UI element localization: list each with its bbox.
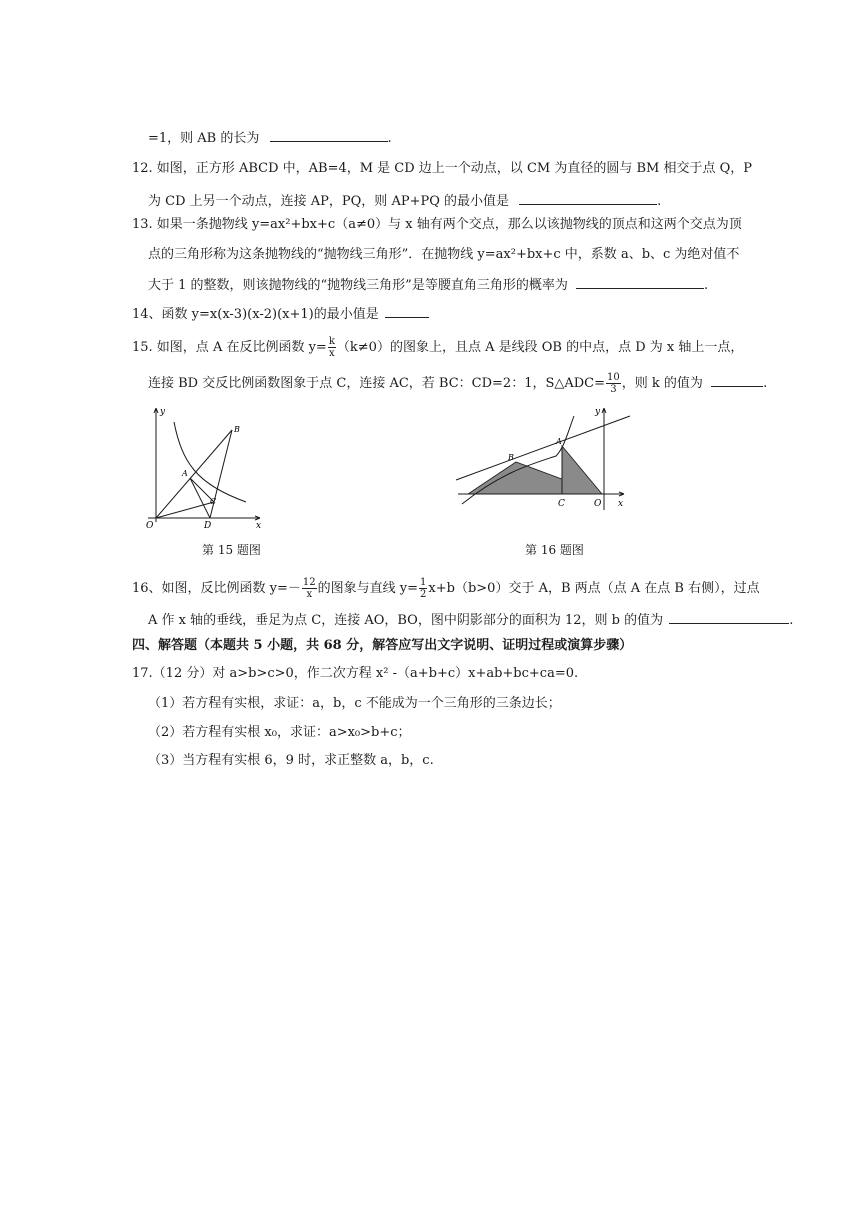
fraction-numerator: 10 bbox=[607, 372, 620, 383]
fig15-label-O: O bbox=[146, 521, 154, 530]
figure-15 bbox=[138, 402, 266, 530]
q16-line1 bbox=[132, 577, 760, 600]
q15-line2-a: 连接 BD 交反比例函数图象于点 C，连接 AC，若 BC：CD=2：1，S△ADC= bbox=[148, 376, 606, 391]
q16-end: . bbox=[789, 613, 794, 628]
q12-line2-text: 为 CD 上另一个动点，连接 AP，PQ，则 AP+PQ 的最小值是 bbox=[148, 194, 510, 209]
q12-line2 bbox=[148, 191, 661, 211]
q13-end: . bbox=[703, 278, 709, 293]
q15-line1 bbox=[132, 336, 743, 359]
q17-part2: （2）若方程有实根 x₀，求证：a>x₀>b+c； bbox=[148, 725, 411, 740]
q15-area-fraction bbox=[606, 372, 621, 395]
q16-12-over-x-fraction bbox=[302, 577, 317, 600]
q15-answer-blank[interactable] bbox=[711, 373, 763, 387]
fig15-segment-OC bbox=[156, 502, 214, 518]
fig15-segment-AD bbox=[190, 478, 210, 518]
fig15-label-x: x bbox=[256, 521, 262, 530]
q13-line3-text: 大于 1 的整数，则该抛物线的“抛物线三角形”是等腰直角三角形的概率为 bbox=[148, 278, 568, 293]
section-4-title: 四、解答题（本题共 5 小题，共 68 分，解答应写出文字说明、证明过程或演算步骤） bbox=[132, 638, 633, 653]
q13-line1: 13. 如果一条抛物线 y=ax²+bx+c（a≠0）与 x 轴有两个交点，那么以该抛物线的顶点和这两个交点为顶 bbox=[132, 217, 742, 232]
q12-end: . bbox=[657, 194, 662, 209]
q16-line2 bbox=[148, 610, 793, 630]
q15-k-over-x-fraction bbox=[328, 336, 336, 359]
q16-line2-text: A 作 x 轴的垂线，垂足为点 C，连接 AO，BO，图中阴影部分的面积为 12，则 b 的值为 bbox=[148, 613, 664, 628]
q16-answer-blank[interactable] bbox=[669, 610, 789, 624]
fraction-numerator: 1 bbox=[420, 577, 427, 588]
q13-line2: 点的三角形称为这条抛物线的“抛物线三角形”．在抛物线 y=ax²+bx+c 中，系数 a、b、c 为绝对值不 bbox=[148, 247, 740, 262]
q15-line1-b: （k≠0）的图象上，且点 A 是线段 OB 的中点，点 D 为 x 轴上一点， bbox=[336, 340, 744, 355]
fig15-caption: 第 15 题图 bbox=[202, 543, 261, 557]
fig15-label-B: B bbox=[234, 425, 240, 434]
fig16-label-y: y bbox=[595, 407, 601, 417]
fig16-caption: 第 16 题图 bbox=[525, 543, 584, 557]
q11-answer-blank[interactable] bbox=[270, 128, 388, 142]
q16-half-fraction bbox=[419, 577, 427, 600]
fraction-denominator: 3 bbox=[610, 384, 617, 395]
fig15-label-D: D bbox=[204, 521, 212, 530]
q15-line2-b: ，则 k 的值为 bbox=[621, 376, 703, 391]
fig15-label-y: y bbox=[160, 407, 166, 417]
fig15-label-A: A bbox=[182, 469, 188, 478]
q13-line3 bbox=[148, 275, 708, 295]
q14-answer-blank[interactable] bbox=[385, 304, 429, 318]
fraction-denominator: x bbox=[329, 348, 335, 359]
q11-tail bbox=[148, 128, 392, 148]
fraction-numerator: k bbox=[328, 336, 335, 347]
fig16-label-A: A bbox=[556, 437, 562, 446]
fig16-label-C: C bbox=[558, 499, 565, 509]
q12-line1: 12. 如图，正方形 ABCD 中，AB=4，M 是 CD 边上一个动点，以 CM 为直径的圆与 BM 相交于点 Q，P bbox=[132, 161, 752, 176]
fig16-label-O: O bbox=[594, 499, 602, 509]
fraction-numerator: 12 bbox=[302, 577, 316, 588]
q12-answer-blank[interactable] bbox=[519, 191, 657, 205]
fraction-denominator: 2 bbox=[420, 589, 427, 600]
fraction-denominator: x bbox=[306, 589, 313, 600]
fig16-shaded-triangle-AC bbox=[562, 446, 602, 494]
q16-line1-b: 的图象与直线 y= bbox=[317, 581, 419, 596]
q17-part1: （1）若方程有实根，求证：a，b，c 不能成为一个三角形的三条边长； bbox=[148, 696, 561, 711]
fig16-label-x: x bbox=[618, 499, 624, 509]
q11-tail-text: =1，则 AB 的长为 bbox=[148, 131, 260, 146]
figure-16 bbox=[452, 402, 632, 512]
fig16-label-B: B bbox=[508, 453, 514, 462]
q15-line2 bbox=[148, 372, 767, 395]
q17-part3: （3）当方程有实根 6，9 时，求正整数 a，b，c. bbox=[148, 753, 434, 768]
q16-line1-a: 16、如图，反比例函数 y=－ bbox=[132, 581, 301, 596]
q11-end: . bbox=[387, 131, 392, 146]
fig15-label-C: C bbox=[210, 497, 217, 506]
q14-text: 14、函数 y=x(x-3)(x-2)(x+1)的最小值是 bbox=[132, 307, 379, 322]
q15-line1-a: 15. 如图，点 A 在反比例函数 y= bbox=[132, 340, 327, 355]
q14-line bbox=[132, 304, 429, 324]
q16-line1-c: x+b（b>0）交于 A，B 两点（点 A 在点 B 右侧），过点 bbox=[428, 581, 760, 596]
q17-stem: 17.（12 分）对 a>b>c>0，作二次方程 x² -（a+b+c）x+ab+bc+ca=0. bbox=[132, 666, 579, 681]
q13-answer-blank[interactable] bbox=[576, 275, 704, 289]
fig15-hyperbola bbox=[174, 422, 246, 502]
q15-end: . bbox=[763, 376, 768, 391]
